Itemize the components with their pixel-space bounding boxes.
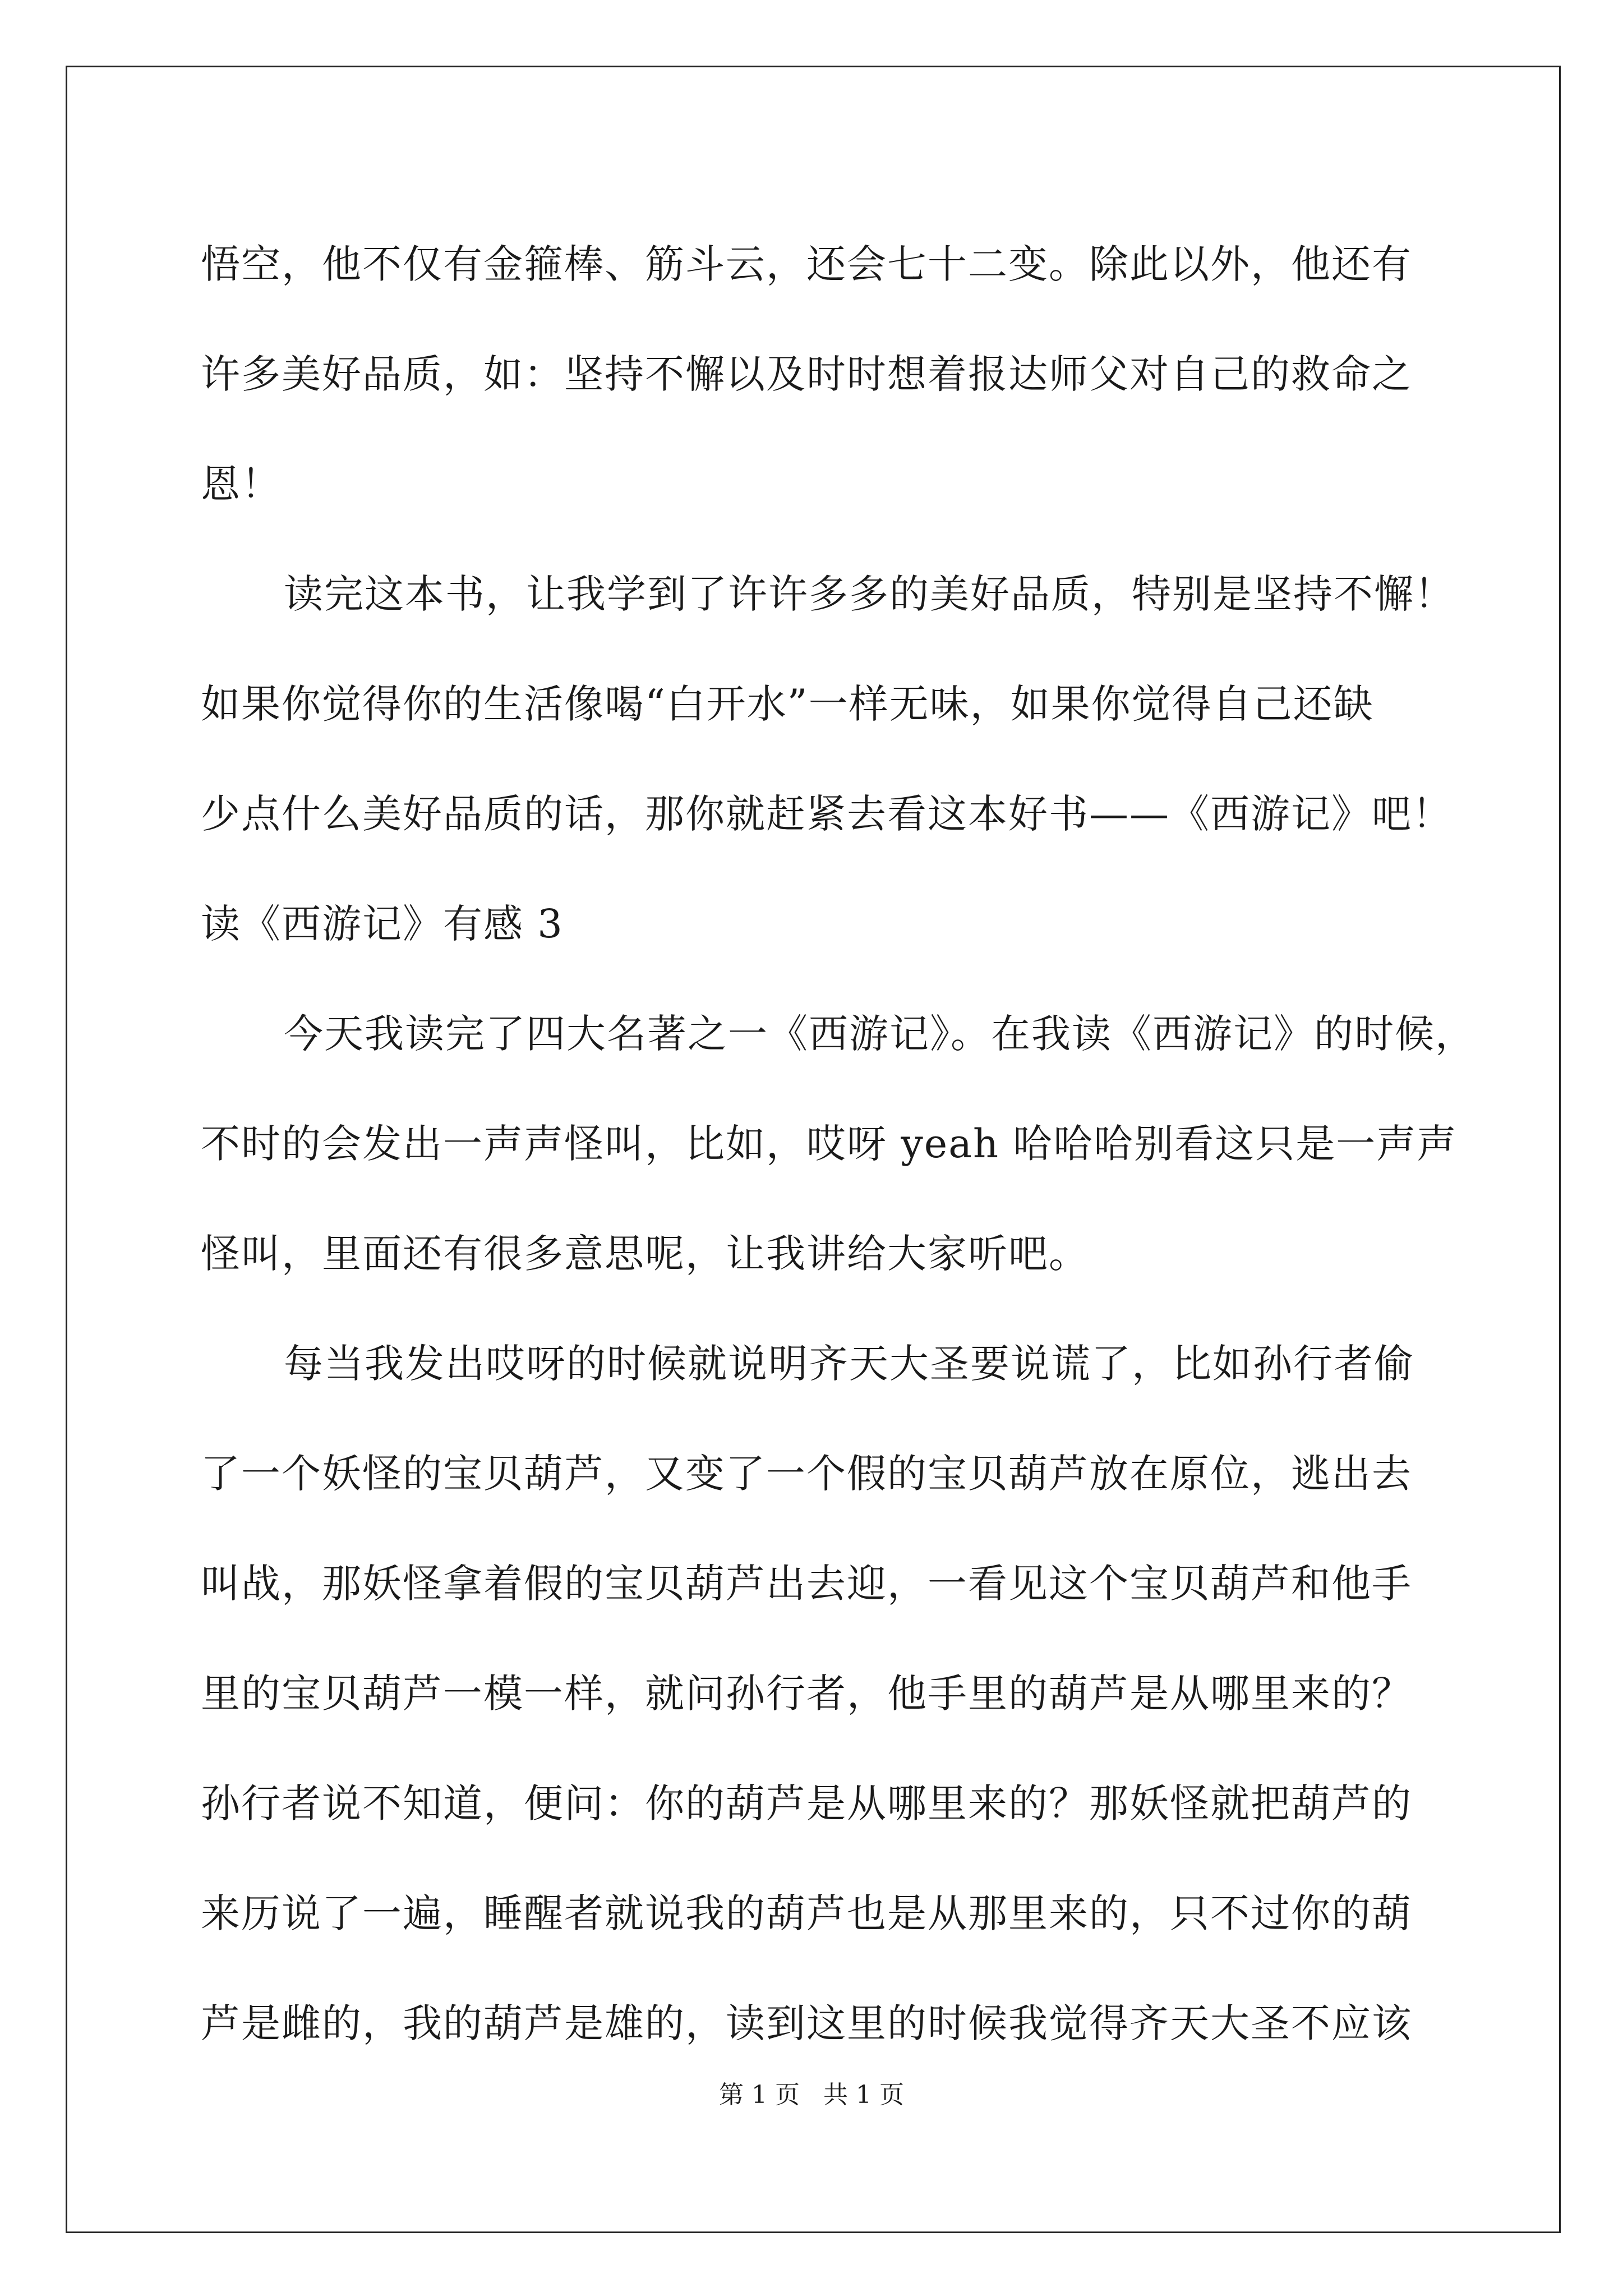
text-line: 恩！ — [201, 461, 282, 507]
document-body — [201, 209, 1476, 2078]
text-line: 芦是雌的，我的葫芦是雄的，读到这里的时候我觉得齐天大圣不应该 — [201, 2000, 1412, 2046]
text-line: 不时的会发出一声声怪叫，比如，哎呀 yeah 哈哈哈别看这只是一声声 — [201, 1121, 1458, 1167]
page-number-footer: 第 1 页 共 1 页 — [719, 2081, 904, 2109]
text-line: 少点什么美好品质的话，那你就赶紧去看这本好书——《西游记》吧！ — [201, 791, 1453, 837]
text-line: 如果你觉得你的生活像喝“白开水”一样无味，如果你觉得自己还缺 — [201, 681, 1374, 727]
text-line: 怪叫，里面还有很多意思呢，让我讲给大家听吧。 — [201, 1231, 1089, 1277]
text-line: 许多美好品质，如：坚持不懈以及时时想着报达师父对自己的救命之 — [201, 351, 1412, 397]
text-line: 了一个妖怪的宝贝葫芦，又变了一个假的宝贝葫芦放在原位，逃出去 — [201, 1451, 1412, 1497]
paragraph-start-line: 每当我发出哎呀的时候就说明齐天大圣要说谎了，比如孙行者偷 — [284, 1341, 1414, 1387]
text-line: 孙行者说不知道，便问：你的葫芦是从哪里来的？那妖怪就把葫芦的 — [201, 1780, 1412, 1826]
section-heading: 读《西游记》有感 3 — [201, 901, 564, 947]
text-line: 来历说了一遍，睡醒者就说我的葫芦也是从那里来的，只不过你的葫 — [201, 1890, 1412, 1936]
text-line: 叫战，那妖怪拿着假的宝贝葫芦出去迎，一看见这个宝贝葫芦和他手 — [201, 1561, 1412, 1607]
text-line: 悟空，他不仅有金箍棒、筋斗云，还会七十二变。除此以外，他还有 — [201, 241, 1412, 287]
paragraph-start-line: 今天我读完了四大名著之一《西游记》。在我读《西游记》的时候， — [284, 1011, 1476, 1057]
paragraph-start-line: 读完这本书，让我学到了许许多多的美好品质，特别是坚持不懈！ — [284, 571, 1455, 617]
text-line: 里的宝贝葫芦一模一样，就问孙行者，他手里的葫芦是从哪里来的？ — [201, 1671, 1412, 1717]
